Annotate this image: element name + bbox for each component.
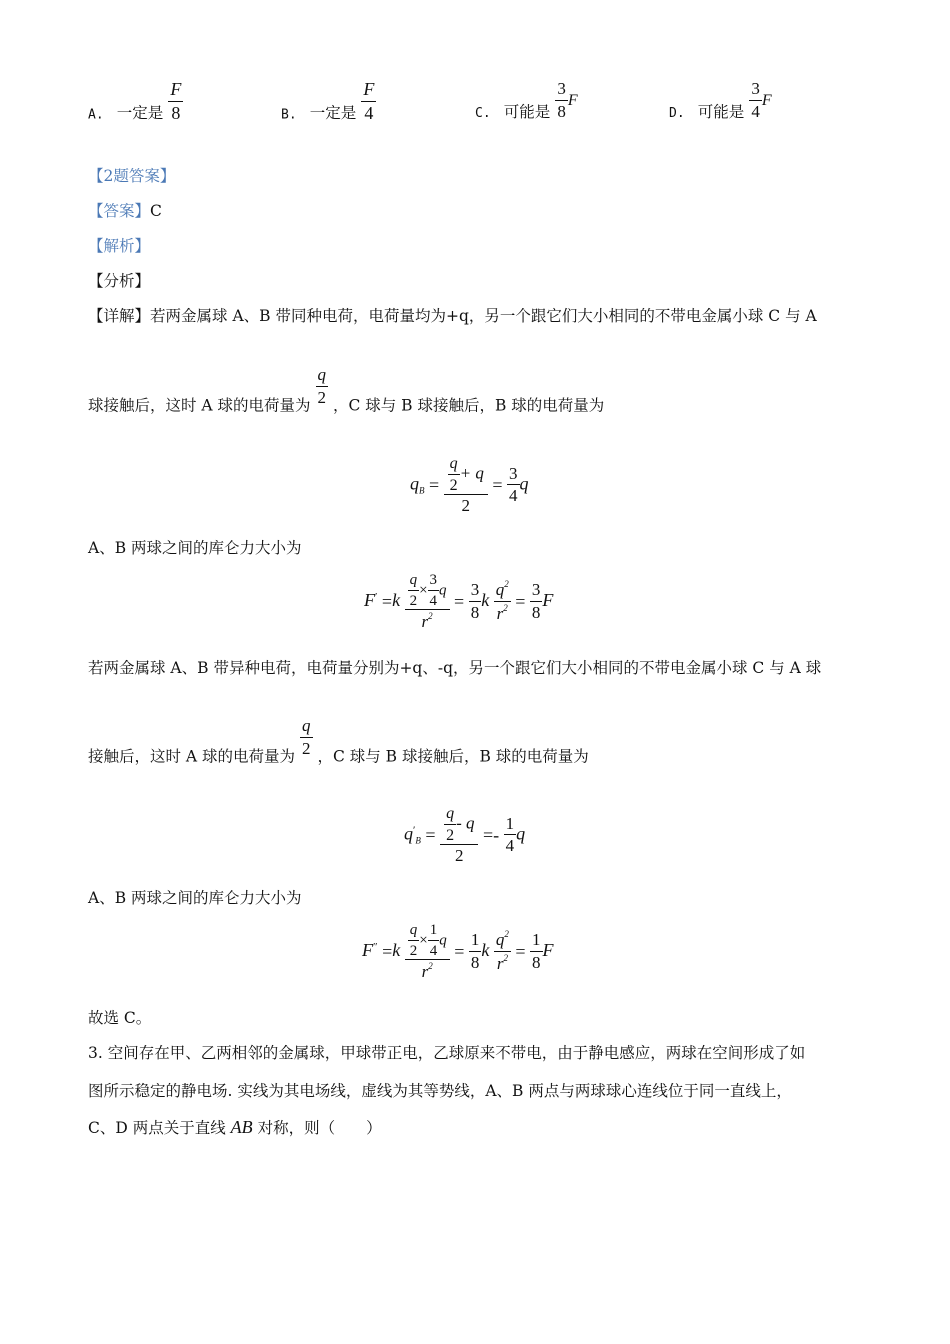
paragraph-1-line-1: 【详解】若两金属球 A、B 带同种电荷，电荷量均为+q，另一个跟它们大小相同的不带电金属小球 C 与 A [88,307,817,325]
option-letter: B. [281,107,297,123]
option-fraction: $\frac{3}{8}$ [557,79,566,121]
option-b[interactable] [281,80,376,124]
inline-fraction: $\frac{q}{2}$ [317,365,326,407]
detail-label: 【详解】 [88,307,151,325]
option-letter: A. [88,107,104,123]
paragraph-4: A、B 两球之间的库仑力大小为 [88,889,302,907]
paragraph-1-line-2: 球接触后，这时 A 球的电荷量为 $\frac{q}{2}$ ，C 球与 B 球接触后，B 球的电荷量为 [88,365,605,415]
option-fraction: $\frac{3}{4}$ [751,79,760,121]
option-d[interactable]: $_{D.}$ 可能是 $\frac{3}{4}$ F [669,79,772,122]
question-3-line-2: 图所示稳定的静电场. 实线为其电场线，虚线为其等势线，A、B 两点与两球球心连线位于同一直线上， [88,1082,792,1100]
equation-f-double-prime: F″ =k $\frac{q}{2}$ × $\frac{1}{4}$ q $r^2$ = $\frac{1}{8}$ k $\frac{q^2}{r^2}$ = $\frac{1}{8}$ F [362,922,554,981]
section-title: 【2题答案】 [88,167,176,185]
analysis-label: 【解析】 [88,237,151,255]
option-letter: C. [475,106,491,122]
option-letter: D. [669,106,685,122]
option-c[interactable]: $_{C.}$ 可能是 $\frac{3}{8}$ F [475,79,578,122]
question-3-line-3: C、D 两点关于直线 AB 对称，则（ ） [88,1117,382,1137]
equation-qb: $q_B$ = $\frac{q}{2}$ + q 2 = $\frac{3}{4}$ q [410,455,529,516]
question-3-line-1: 3. 空间存在甲、乙两相邻的金属球，甲球带正电，乙球原来不带电，由于静电感应，两球在空间形成了如 [88,1044,806,1062]
inline-fraction: $\frac{q}{2}$ [302,716,311,758]
paragraph-3-line-2: 接触后，这时 A 球的电荷量为 $\frac{q}{2}$ ，C 球与 B 球接触后，B 球的电荷量为 [88,716,589,766]
equation-f-prime: F′ =k $\frac{q}{2}$ × $\frac{3}{4}$ q $r^2$ = $\frac{3}{8}$ k $\frac{q^2}{r^2}$ = $\frac{3}{8}$ F [364,572,554,631]
conclusion: 故选 C。 [88,1009,152,1027]
option-text: 一定是 [309,104,357,123]
paragraph-3-line-1: 若两金属球 A、B 带异种电荷，电荷量分别为+q、-q，另一个跟它们大小相同的不带电金属小球 C 与 A 球 [88,659,822,677]
option-fraction: $\frac{F}{4}$ [363,79,375,123]
answer-label: 【答案】 [88,202,151,220]
option-text: 一定是 [116,104,164,123]
option-text: 可能是 [697,103,745,122]
equation-qb-prime: $q'_B$ = $\frac{q}{2}$ - q 2 =- $\frac{1}{4}$ q [404,805,526,866]
fenxi-label: 【分析】 [88,272,151,290]
paragraph-2: A、B 两球之间的库仑力大小为 [88,539,302,557]
option-a[interactable] [88,80,183,124]
answer-value: C [150,202,162,220]
answer-line [88,201,162,221]
option-fraction: $\frac{F}{8}$ [170,79,182,123]
option-text: 可能是 [503,103,551,122]
